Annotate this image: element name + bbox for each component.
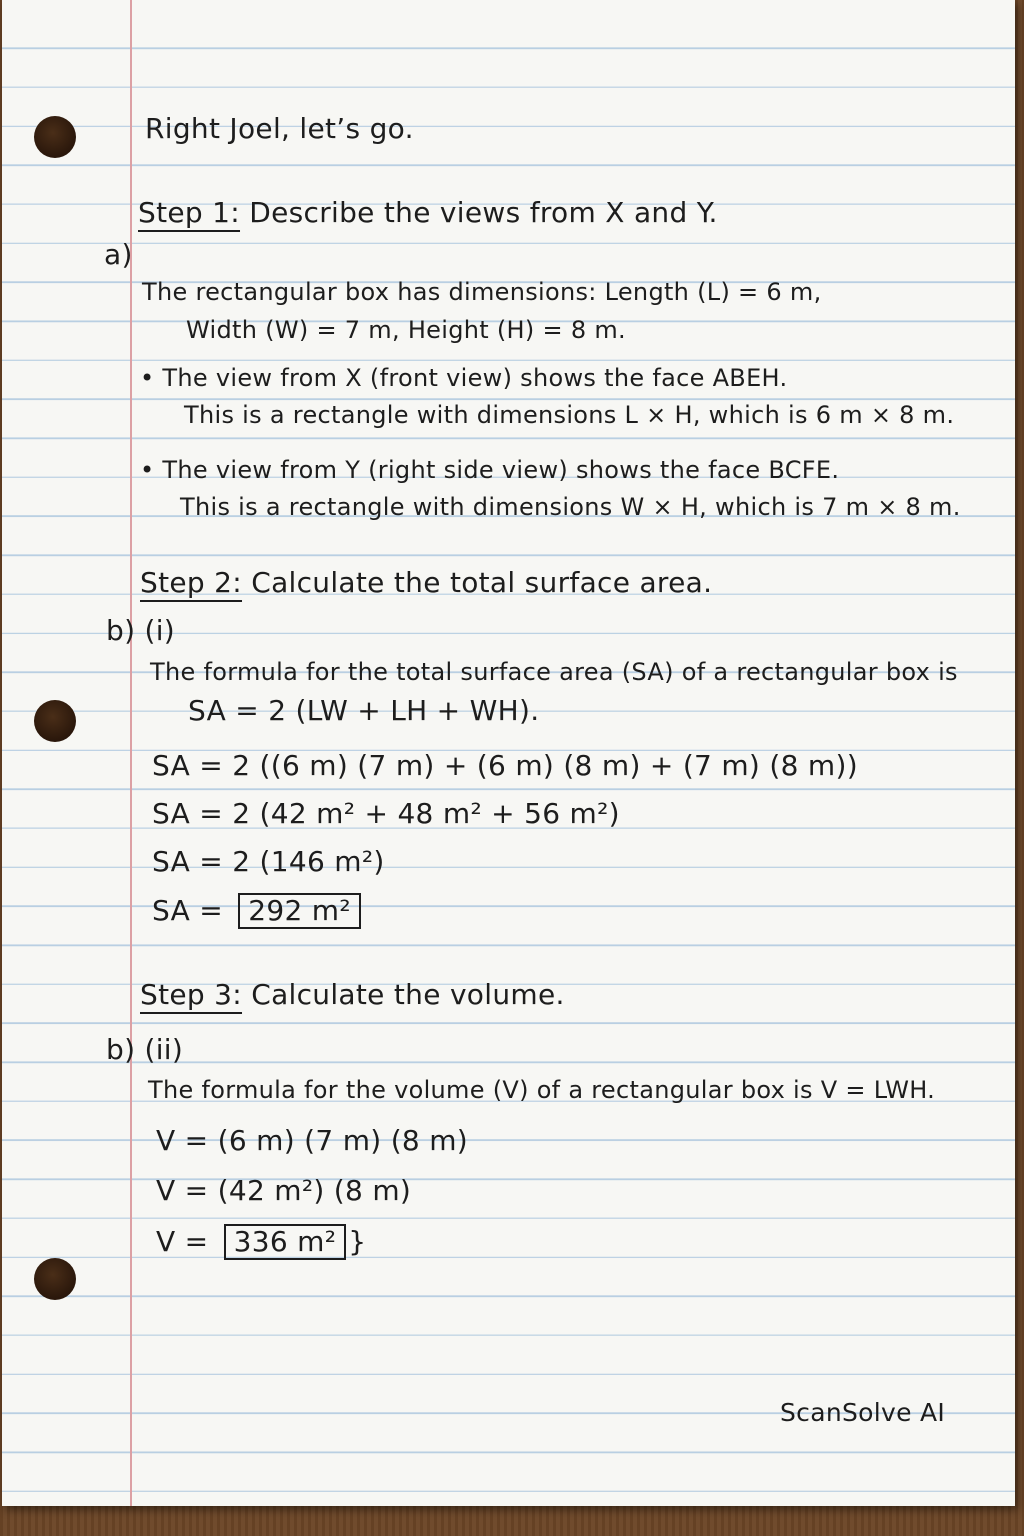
volume-result-line [156, 1224, 366, 1260]
view-x-line-2: This is a rectangle with dimensions L × H, which is 6 m × 8 m. [184, 401, 955, 429]
sa-formula-line-1: The formula for the total surface area (SA) of a rectangular box is [150, 658, 958, 686]
sa-calc-1: SA = 2 ((6 m) (7 m) + (6 m) (8 m) + (7 m) (8 m)) [152, 749, 858, 782]
step3-heading: Step 3: [140, 978, 243, 1011]
step2-heading: Step 2: [140, 566, 243, 599]
step1-heading-line [138, 196, 718, 229]
volume-calc-1: V = (6 m) (7 m) (8 m) [156, 1124, 469, 1157]
view-y-line-1: The view from Y (right side view) shows the face BCFE. [162, 456, 840, 484]
step1-title: Describe the views from X and Y. [249, 196, 718, 229]
sa-calc-3: SA = 2 (146 m²) [152, 845, 385, 878]
sa-result-box: 292 m² [238, 893, 361, 929]
volume-formula: The formula for the volume (V) of a rectangular box is V = LWH. [148, 1076, 936, 1104]
view-y-line-2: This is a rectangle with dimensions W × H, which is 7 m × 8 m. [180, 493, 961, 521]
step1-heading: Step 1: [138, 196, 241, 229]
notebook-paper [2, 0, 1015, 1506]
part-a-label: a) [104, 238, 133, 271]
part-b-i-label: b) (i) [106, 614, 176, 647]
volume-result-brace: } [348, 1225, 367, 1258]
volume-calc-2: V = (42 m²) (8 m) [156, 1174, 412, 1207]
step3-title: Calculate the volume. [251, 978, 565, 1011]
punch-hole-bottom [34, 1258, 76, 1300]
punch-hole-top [34, 116, 76, 158]
sa-formula-line-2: SA = 2 (LW + LH + WH). [188, 694, 540, 727]
bullet-view-x [140, 364, 787, 392]
sa-calc-2: SA = 2 (42 m² + 48 m² + 56 m²) [152, 797, 620, 830]
volume-result-prefix: V = [156, 1225, 209, 1258]
volume-result-box: 336 m² [224, 1224, 347, 1260]
bullet-dot: • [140, 364, 155, 392]
margin-line [130, 0, 132, 1506]
sa-result-line [152, 893, 361, 929]
sa-result-prefix: SA = [152, 894, 224, 927]
dimensions-line-2: Width (W) = 7 m, Height (H) = 8 m. [186, 316, 626, 344]
view-x-line-1: The view from X (front view) shows the face ABEH. [162, 364, 788, 392]
bullet-view-y [140, 456, 839, 484]
bullet-dot: • [140, 456, 155, 484]
step2-title: Calculate the total surface area. [251, 566, 713, 599]
greeting: Right Joel, let’s go. [145, 112, 414, 145]
brand-signature: ScanSolve AI [780, 1398, 946, 1427]
dimensions-line-1: The rectangular box has dimensions: Length (L) = 6 m, [142, 278, 822, 306]
part-b-ii-label: b) (ii) [106, 1033, 184, 1066]
step2-heading-line [140, 566, 712, 599]
step3-heading-line [140, 978, 565, 1011]
punch-hole-middle [34, 700, 76, 742]
